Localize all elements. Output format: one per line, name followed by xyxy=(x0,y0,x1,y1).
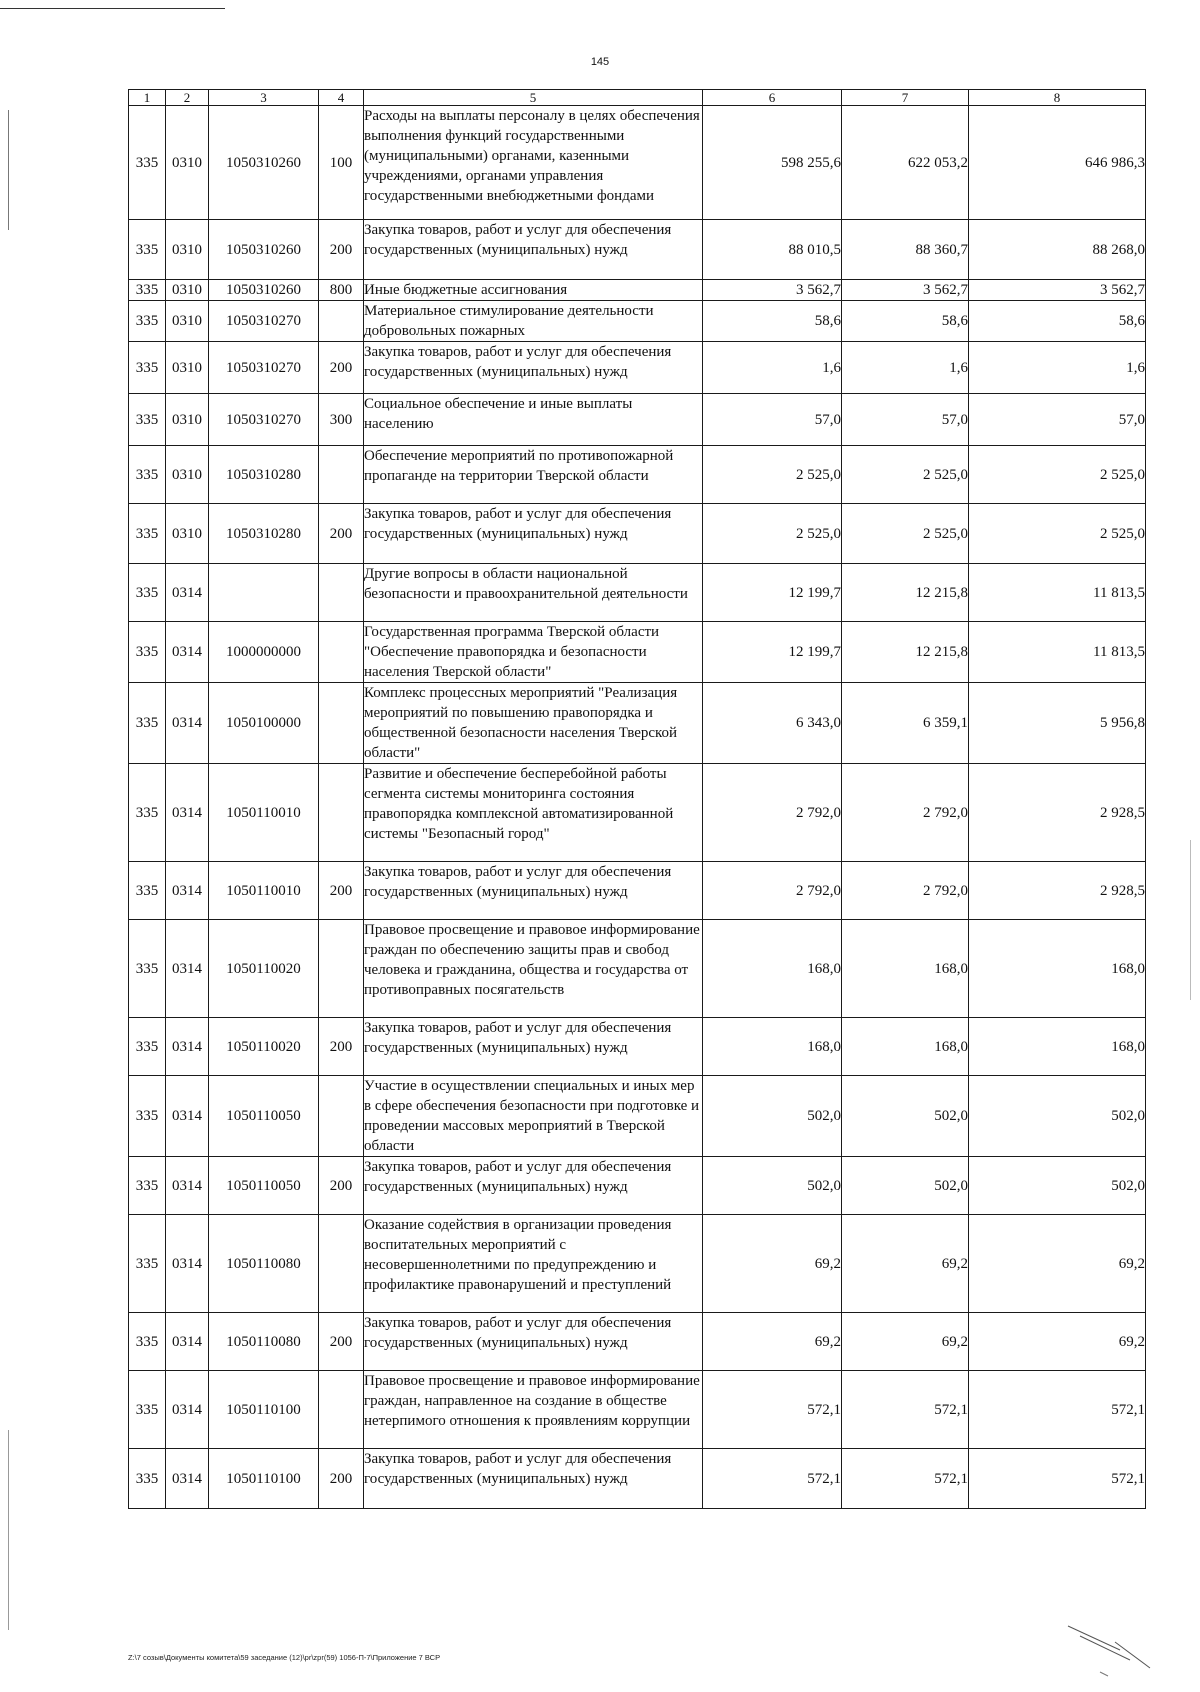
code-target: 1050310260 xyxy=(209,220,319,280)
code-gr: 335 xyxy=(129,394,166,446)
code-gr: 335 xyxy=(129,106,166,220)
code-gr: 335 xyxy=(129,504,166,564)
code-target: 1050110010 xyxy=(209,764,319,862)
row-description: Закупка товаров, работ и услуг для обеспечения государственных (муниципальных) нужд xyxy=(364,862,703,920)
code-target: 1050110100 xyxy=(209,1371,319,1449)
col-header: 6 xyxy=(703,90,842,106)
value-col6: 572,1 xyxy=(703,1371,842,1449)
code-section: 0314 xyxy=(166,1313,209,1371)
budget-table xyxy=(128,89,1146,1509)
row-description: Закупка товаров, работ и услуг для обеспечения государственных (муниципальных) нужд xyxy=(364,1449,703,1509)
code-expense-type: 100 xyxy=(319,106,364,220)
value-col6: 598 255,6 xyxy=(703,106,842,220)
code-gr: 335 xyxy=(129,862,166,920)
col-header: 1 xyxy=(129,90,166,106)
code-expense-type xyxy=(319,1371,364,1449)
code-expense-type xyxy=(319,301,364,342)
code-gr: 335 xyxy=(129,1157,166,1215)
code-expense-type: 200 xyxy=(319,862,364,920)
code-gr: 335 xyxy=(129,564,166,622)
value-col7: 502,0 xyxy=(842,1157,969,1215)
table-row xyxy=(129,862,1146,920)
value-col8: 5 956,8 xyxy=(969,683,1146,764)
code-expense-type xyxy=(319,564,364,622)
row-description: Закупка товаров, работ и услуг для обеспечения государственных (муниципальных) нужд xyxy=(364,1157,703,1215)
value-col7: 1,6 xyxy=(842,342,969,394)
value-col8: 3 562,7 xyxy=(969,280,1146,301)
code-expense-type xyxy=(319,446,364,504)
table-row xyxy=(129,1313,1146,1371)
code-section: 0314 xyxy=(166,862,209,920)
code-target: 1050110080 xyxy=(209,1215,319,1313)
col-header: 3 xyxy=(209,90,319,106)
code-section: 0314 xyxy=(166,920,209,1018)
value-col8: 2 928,5 xyxy=(969,764,1146,862)
row-description: Материальное стимулирование деятельности добровольных пожарных xyxy=(364,301,703,342)
value-col6: 502,0 xyxy=(703,1157,842,1215)
row-description: Расходы на выплаты персоналу в целях обеспечения выполнения функций государственными (муниципальными) органами, казенными учреждениями, органами управления государственными внебюджетными фондами xyxy=(364,106,703,220)
code-gr: 335 xyxy=(129,1449,166,1509)
col-header: 5 xyxy=(364,90,703,106)
value-col7: 57,0 xyxy=(842,394,969,446)
col-header: 8 xyxy=(969,90,1146,106)
value-col8: 58,6 xyxy=(969,301,1146,342)
table-row xyxy=(129,504,1146,564)
value-col6: 2 525,0 xyxy=(703,504,842,564)
code-target: 1050310280 xyxy=(209,504,319,564)
value-col7: 572,1 xyxy=(842,1449,969,1509)
value-col6: 69,2 xyxy=(703,1215,842,1313)
value-col8: 572,1 xyxy=(969,1371,1146,1449)
value-col7: 2 792,0 xyxy=(842,862,969,920)
table-row xyxy=(129,764,1146,862)
value-col8: 1,6 xyxy=(969,342,1146,394)
code-expense-type: 200 xyxy=(319,220,364,280)
value-col6: 2 792,0 xyxy=(703,862,842,920)
value-col6: 6 343,0 xyxy=(703,683,842,764)
value-col6: 2 525,0 xyxy=(703,446,842,504)
value-col8: 502,0 xyxy=(969,1157,1146,1215)
row-description: Развитие и обеспечение бесперебойной работы сегмента системы мониторинга состояния правопорядка комплексной автоматизированной системы "Безопасный город" xyxy=(364,764,703,862)
row-description: Иные бюджетные ассигнования xyxy=(364,280,703,301)
code-target: 1050310280 xyxy=(209,446,319,504)
value-col8: 502,0 xyxy=(969,1076,1146,1157)
code-expense-type: 800 xyxy=(319,280,364,301)
value-col7: 502,0 xyxy=(842,1076,969,1157)
col-header: 2 xyxy=(166,90,209,106)
table-row xyxy=(129,622,1146,683)
code-expense-type xyxy=(319,920,364,1018)
code-expense-type: 200 xyxy=(319,1018,364,1076)
code-section: 0310 xyxy=(166,106,209,220)
code-expense-type xyxy=(319,622,364,683)
value-col7: 69,2 xyxy=(842,1215,969,1313)
table-row xyxy=(129,446,1146,504)
value-col7: 88 360,7 xyxy=(842,220,969,280)
scan-margin-mark xyxy=(1190,840,1191,1000)
row-description: Комплекс процессных мероприятий "Реализация мероприятий по повышению правопорядка и общественной безопасности населения Тверской области" xyxy=(364,683,703,764)
code-section: 0314 xyxy=(166,764,209,862)
code-gr: 335 xyxy=(129,1215,166,1313)
code-expense-type: 200 xyxy=(319,1449,364,1509)
value-col7: 69,2 xyxy=(842,1313,969,1371)
row-description: Закупка товаров, работ и услуг для обеспечения государственных (муниципальных) нужд xyxy=(364,220,703,280)
value-col7: 2 525,0 xyxy=(842,504,969,564)
value-col6: 2 792,0 xyxy=(703,764,842,862)
value-col7: 572,1 xyxy=(842,1371,969,1449)
row-description: Закупка товаров, работ и услуг для обеспечения государственных (муниципальных) нужд xyxy=(364,1313,703,1371)
code-gr: 335 xyxy=(129,280,166,301)
value-col7: 168,0 xyxy=(842,1018,969,1076)
value-col6: 58,6 xyxy=(703,301,842,342)
code-section: 0310 xyxy=(166,342,209,394)
col-header: 4 xyxy=(319,90,364,106)
value-col8: 168,0 xyxy=(969,1018,1146,1076)
table-body xyxy=(129,106,1146,1509)
table-row xyxy=(129,564,1146,622)
row-description: Оказание содействия в организации проведения воспитательных мероприятий с несовершеннолетними по предупреждению и профилактике правонарушений и преступлений xyxy=(364,1215,703,1313)
value-col7: 6 359,1 xyxy=(842,683,969,764)
table-row xyxy=(129,683,1146,764)
code-section: 0310 xyxy=(166,280,209,301)
code-target: 1050110050 xyxy=(209,1076,319,1157)
table-row xyxy=(129,1371,1146,1449)
code-expense-type xyxy=(319,764,364,862)
code-gr: 335 xyxy=(129,683,166,764)
code-target: 1050110020 xyxy=(209,920,319,1018)
code-section: 0310 xyxy=(166,301,209,342)
code-section: 0314 xyxy=(166,1157,209,1215)
value-col6: 69,2 xyxy=(703,1313,842,1371)
code-target: 1050310270 xyxy=(209,301,319,342)
code-section: 0314 xyxy=(166,683,209,764)
code-expense-type xyxy=(319,683,364,764)
table-row xyxy=(129,1076,1146,1157)
code-target: 1000000000 xyxy=(209,622,319,683)
scan-margin-mark xyxy=(8,110,9,230)
code-target: 1050110080 xyxy=(209,1313,319,1371)
code-section: 0310 xyxy=(166,504,209,564)
value-col8: 57,0 xyxy=(969,394,1146,446)
value-col6: 1,6 xyxy=(703,342,842,394)
value-col6: 12 199,7 xyxy=(703,564,842,622)
value-col7: 622 053,2 xyxy=(842,106,969,220)
row-description: Закупка товаров, работ и услуг для обеспечения государственных (муниципальных) нужд xyxy=(364,504,703,564)
value-col6: 57,0 xyxy=(703,394,842,446)
table-row xyxy=(129,920,1146,1018)
code-gr: 335 xyxy=(129,920,166,1018)
code-section: 0314 xyxy=(166,1449,209,1509)
value-col7: 168,0 xyxy=(842,920,969,1018)
code-section: 0314 xyxy=(166,1371,209,1449)
code-gr: 335 xyxy=(129,622,166,683)
code-section: 0314 xyxy=(166,564,209,622)
value-col6: 12 199,7 xyxy=(703,622,842,683)
code-section: 0314 xyxy=(166,1018,209,1076)
code-section: 0314 xyxy=(166,1215,209,1313)
value-col7: 2 525,0 xyxy=(842,446,969,504)
row-description: Государственная программа Тверской области "Обеспечение правопорядка и безопасности населения Тверской области" xyxy=(364,622,703,683)
code-target xyxy=(209,564,319,622)
value-col6: 168,0 xyxy=(703,920,842,1018)
code-gr: 335 xyxy=(129,342,166,394)
value-col6: 3 562,7 xyxy=(703,280,842,301)
code-expense-type: 200 xyxy=(319,504,364,564)
value-col8: 2 928,5 xyxy=(969,862,1146,920)
code-section: 0310 xyxy=(166,446,209,504)
row-description: Другие вопросы в области национальной безопасности и правоохранительной деятельности xyxy=(364,564,703,622)
code-expense-type: 200 xyxy=(319,1157,364,1215)
code-expense-type: 200 xyxy=(319,342,364,394)
code-section: 0314 xyxy=(166,622,209,683)
code-section: 0310 xyxy=(166,394,209,446)
table-row xyxy=(129,342,1146,394)
header-row xyxy=(129,90,1146,106)
value-col7: 58,6 xyxy=(842,301,969,342)
code-target: 1050310260 xyxy=(209,280,319,301)
value-col8: 572,1 xyxy=(969,1449,1146,1509)
code-target: 1050310270 xyxy=(209,342,319,394)
code-gr: 335 xyxy=(129,220,166,280)
row-description: Правовое просвещение и правовое информирование граждан по обеспечению защиты прав и свобод человека и гражданина, общества и государства от противоправных посягательств xyxy=(364,920,703,1018)
value-col8: 11 813,5 xyxy=(969,564,1146,622)
value-col6: 572,1 xyxy=(703,1449,842,1509)
value-col7: 12 215,8 xyxy=(842,564,969,622)
row-description: Участие в осуществлении специальных и иных мер в сфере обеспечения безопасности при подготовке и проведении массовых мероприятий в Тверской области xyxy=(364,1076,703,1157)
value-col8: 88 268,0 xyxy=(969,220,1146,280)
value-col7: 3 562,7 xyxy=(842,280,969,301)
row-description: Закупка товаров, работ и услуг для обеспечения государственных (муниципальных) нужд xyxy=(364,1018,703,1076)
code-section: 0314 xyxy=(166,1076,209,1157)
top-rule xyxy=(0,8,225,9)
table-row xyxy=(129,1215,1146,1313)
code-gr: 335 xyxy=(129,764,166,862)
file-path-footer: Z:\7 созыв\Документы комитета\59 заседание (12)\pr\zpr(59) 1056-П-7\Приложение 7 ВСР xyxy=(128,1653,441,1662)
value-col8: 2 525,0 xyxy=(969,446,1146,504)
code-gr: 335 xyxy=(129,1371,166,1449)
code-target: 1050100000 xyxy=(209,683,319,764)
value-col7: 2 792,0 xyxy=(842,764,969,862)
row-description: Закупка товаров, работ и услуг для обеспечения государственных (муниципальных) нужд xyxy=(364,342,703,394)
code-expense-type xyxy=(319,1076,364,1157)
value-col8: 646 986,3 xyxy=(969,106,1146,220)
row-description: Правовое просвещение и правовое информирование граждан, направленное на создание в обществе нетерпимого отношения к проявлениям коррупции xyxy=(364,1371,703,1449)
code-target: 1050310270 xyxy=(209,394,319,446)
value-col6: 168,0 xyxy=(703,1018,842,1076)
table-row xyxy=(129,1018,1146,1076)
code-expense-type: 200 xyxy=(319,1313,364,1371)
value-col8: 11 813,5 xyxy=(969,622,1146,683)
code-target: 1050110100 xyxy=(209,1449,319,1509)
row-description: Обеспечение мероприятий по противопожарной пропаганде на территории Тверской области xyxy=(364,446,703,504)
code-gr: 335 xyxy=(129,446,166,504)
table-row xyxy=(129,280,1146,301)
table-row xyxy=(129,220,1146,280)
code-target: 1050110020 xyxy=(209,1018,319,1076)
value-col6: 502,0 xyxy=(703,1076,842,1157)
row-description: Социальное обеспечение и иные выплаты населению xyxy=(364,394,703,446)
scan-margin-mark xyxy=(8,1430,9,1630)
table-row xyxy=(129,1449,1146,1509)
code-target: 1050310260 xyxy=(209,106,319,220)
table-row xyxy=(129,394,1146,446)
value-col8: 69,2 xyxy=(969,1313,1146,1371)
code-target: 1050110050 xyxy=(209,1157,319,1215)
code-expense-type: 300 xyxy=(319,394,364,446)
page-number: 145 xyxy=(590,56,610,68)
code-gr: 335 xyxy=(129,1076,166,1157)
table-row xyxy=(129,1157,1146,1215)
code-gr: 335 xyxy=(129,301,166,342)
table-row xyxy=(129,106,1146,220)
code-expense-type xyxy=(319,1215,364,1313)
value-col8: 168,0 xyxy=(969,920,1146,1018)
code-gr: 335 xyxy=(129,1313,166,1371)
value-col8: 69,2 xyxy=(969,1215,1146,1313)
code-section: 0310 xyxy=(166,220,209,280)
code-gr: 335 xyxy=(129,1018,166,1076)
value-col7: 12 215,8 xyxy=(842,622,969,683)
table-row xyxy=(129,301,1146,342)
scribble-mark xyxy=(1060,1620,1180,1680)
value-col8: 2 525,0 xyxy=(969,504,1146,564)
col-header: 7 xyxy=(842,90,969,106)
code-target: 1050110010 xyxy=(209,862,319,920)
value-col6: 88 010,5 xyxy=(703,220,842,280)
